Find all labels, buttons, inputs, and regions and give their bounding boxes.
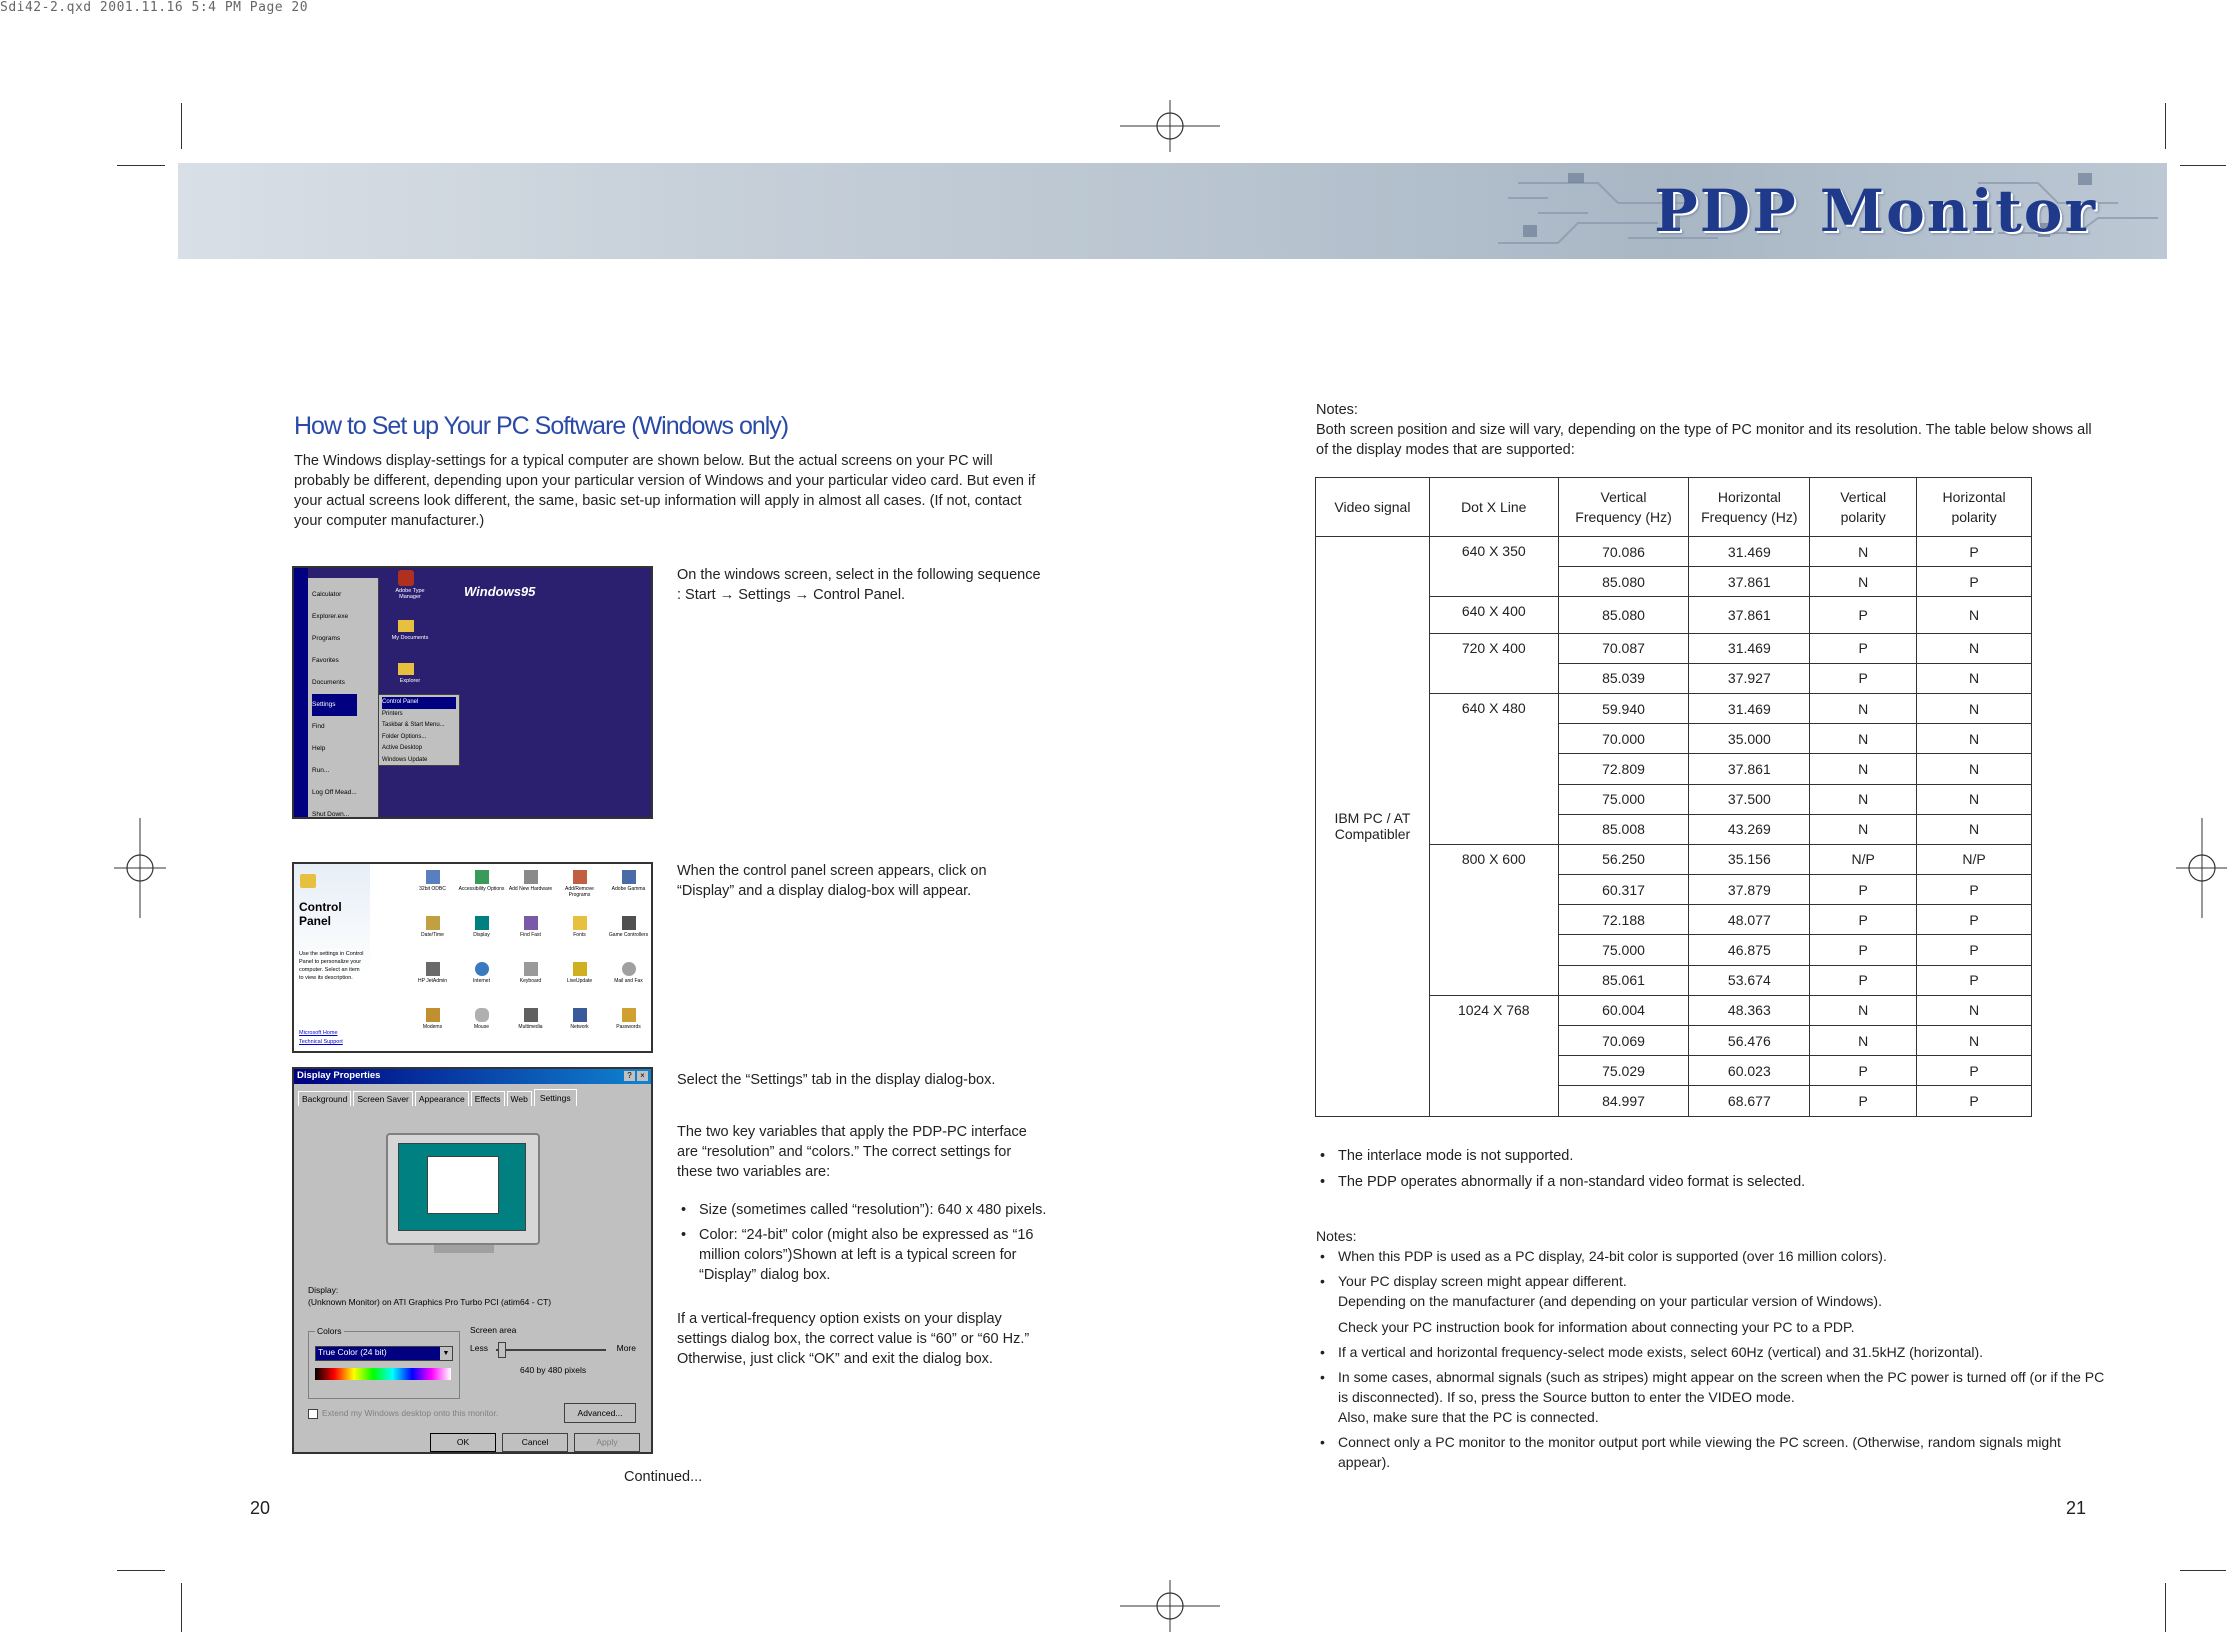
cp-item[interactable]: Add/Remove Programs <box>555 866 604 912</box>
menu-item[interactable]: Find <box>312 723 325 730</box>
cp-item[interactable]: Passwords <box>604 1004 653 1050</box>
table-cell: N <box>1917 663 2032 693</box>
table-cell: P <box>1917 1056 2032 1086</box>
dot-line-cell: 640 X 400 <box>1429 597 1558 633</box>
page-number-right: 21 <box>2066 1498 2087 1518</box>
table-cell: P <box>1810 1086 1917 1116</box>
screen-area-group <box>470 1325 640 1397</box>
dot-line-cell: 640 X 350 <box>1429 537 1558 597</box>
registration-mark-icon <box>1120 1580 1220 1632</box>
table-cell: 70.069 <box>1558 1026 1689 1056</box>
mini-window <box>427 1156 499 1214</box>
section-heading: How to Set up Your PC Software (Windows only) <box>294 412 789 440</box>
cp-item[interactable]: Find Fast <box>506 912 555 958</box>
mouse-icon <box>475 1008 489 1022</box>
note-item: • Your PC display screen might appear different. Depending on the manufacturer (and depending on your particular version of Windows). Check your PC instruction book for information about connecting your PC to a PDP. <box>1316 1271 2116 1337</box>
table-cell: P <box>1810 1056 1917 1086</box>
table-cell: 70.000 <box>1558 724 1689 754</box>
table-cell: 53.674 <box>1689 965 1810 995</box>
apply-button[interactable]: Apply <box>574 1433 640 1452</box>
table-cell: 72.188 <box>1558 905 1689 935</box>
table-cell: N <box>1810 537 1917 567</box>
table-cell: 75.029 <box>1558 1056 1689 1086</box>
table-cell: 60.004 <box>1558 995 1689 1025</box>
fonts-icon <box>573 916 587 930</box>
table-cell: P <box>1917 537 2032 567</box>
col-header: Vertical Frequency (Hz) <box>1558 478 1689 537</box>
tab-screen-saver[interactable]: Screen Saver <box>353 1091 413 1106</box>
colors-select[interactable]: True Color (24 bit) ▼ <box>315 1346 453 1361</box>
note-item: • When this PDP is used as a PC display, 24-bit color is supported (over 16 million colors). <box>1316 1246 2116 1266</box>
menu-item[interactable]: Programs <box>312 635 341 642</box>
table-cell: 85.061 <box>1558 965 1689 995</box>
settings-submenu <box>378 694 460 766</box>
odbc-icon <box>426 870 440 884</box>
cp-item[interactable]: 32bit ODBC <box>408 866 457 912</box>
explorer-icon <box>398 663 414 675</box>
header-banner <box>178 163 2167 259</box>
monitor-stand <box>434 1245 494 1253</box>
table-cell: 35.156 <box>1689 844 1810 874</box>
table-cell: 48.363 <box>1689 995 1810 1025</box>
banner-title: PDP Monitor <box>1654 177 2097 245</box>
windows-start-menu-screenshot <box>292 566 653 819</box>
note-item: • If a vertical and horizontal frequency-select mode exists, select 60Hz (vertical) and 31.5kHZ (horizontal). <box>1316 1342 2116 1362</box>
submenu-item[interactable]: Control Panel <box>382 697 456 709</box>
step3c-text: If a vertical-frequency option exists on your display settings dialog box, the correct value is “60” or “60 Hz.” Otherwise, just click “OK” and exit the dialog box. <box>677 1311 1030 1367</box>
notes2-label: Notes: <box>1316 1228 1357 1244</box>
menu-item[interactable]: Calculator <box>312 591 342 598</box>
bullets-block-1 <box>1316 1146 2096 1197</box>
cp-item[interactable]: Adobe Gamma <box>604 866 653 912</box>
menu-item[interactable]: Favorites <box>312 657 339 664</box>
table-cell: P <box>1810 597 1917 633</box>
note-item: • In some cases, abnormal signals (such as stripes) might appear on the screen when the PC power is turned off (or if the PC is disconnected). If so, press the Source button to enter the VIDEO mode. Also, make sure that the PC is connected. <box>1316 1367 2116 1427</box>
col-header: Horizontal Frequency (Hz) <box>1689 478 1810 537</box>
table-cell: N <box>1917 724 2032 754</box>
table-cell: 37.927 <box>1689 663 1810 693</box>
hardware-icon <box>524 870 538 884</box>
note-item: • Connect only a PC monitor to the monitor output port while viewing the PC screen. (Otherwise, random signals might appear). <box>1316 1432 2116 1472</box>
chevron-down-icon: ▼ <box>440 1347 452 1360</box>
slider-thumb[interactable] <box>498 1342 506 1358</box>
table-cell: N <box>1917 784 2032 814</box>
tab-appearance[interactable]: Appearance <box>415 1091 469 1106</box>
table-cell: N <box>1917 693 2032 723</box>
table-cell: N <box>1917 995 2032 1025</box>
table-cell: P <box>1810 663 1917 693</box>
file-slug: Sdi42-2.qxd 2001.11.16 5:4 PM Page 20 <box>0 0 309 15</box>
table-cell: 37.861 <box>1689 597 1810 633</box>
tab-settings[interactable]: Settings <box>534 1089 577 1106</box>
table-cell: 37.500 <box>1689 784 1810 814</box>
table-cell: N <box>1810 1026 1917 1056</box>
cp-item[interactable]: Display <box>457 912 506 958</box>
liveupdate-icon <box>573 962 587 976</box>
find-fast-icon <box>524 916 538 930</box>
menu-item[interactable]: Log Off Mead... <box>312 789 357 796</box>
table-cell: N <box>1810 724 1917 754</box>
keyboard-icon <box>524 962 538 976</box>
table-cell: N <box>1917 633 2032 663</box>
desktop-icon-label: Adobe Type Manager <box>395 588 425 600</box>
printer-icon <box>426 962 440 976</box>
cp-item[interactable]: Keyboard <box>506 958 555 1004</box>
mail-icon <box>622 962 636 976</box>
dot-line-cell: 640 X 480 <box>1429 693 1558 844</box>
col-header: Horizontal polarity <box>1917 478 2032 537</box>
table-cell: N/P <box>1917 844 2032 874</box>
table-cell: 85.008 <box>1558 814 1689 844</box>
modem-icon <box>426 1008 440 1022</box>
tab-effects[interactable]: Effects <box>471 1091 505 1106</box>
col-header: Dot X Line <box>1429 478 1558 537</box>
table-cell: 85.080 <box>1558 597 1689 633</box>
internet-icon <box>475 962 489 976</box>
screen-area-label: Screen area <box>470 1325 517 1335</box>
close-icon[interactable]: × <box>637 1071 648 1081</box>
table-cell: 48.077 <box>1689 905 1810 935</box>
page-number-left: 20 <box>250 1498 271 1518</box>
table-cell: 31.469 <box>1689 537 1810 567</box>
menu-item[interactable]: Documents <box>312 679 345 686</box>
more-label: More <box>616 1343 636 1353</box>
submenu-item[interactable]: Taskbar & Start Menu... <box>382 722 445 728</box>
table-cell: N/P <box>1810 844 1917 874</box>
notes-label: Notes: <box>1316 402 1358 418</box>
crop-mark <box>181 1583 182 1632</box>
table-cell: N <box>1810 693 1917 723</box>
resolution-slider[interactable] <box>496 1349 606 1351</box>
adobe-icon <box>398 570 414 586</box>
advanced-button[interactable]: Advanced... <box>564 1403 636 1423</box>
table-cell: 70.087 <box>1558 633 1689 663</box>
step3a-text: Select the “Settings” tab in the display dialog-box. <box>677 1072 996 1088</box>
table-cell: 46.875 <box>1689 935 1810 965</box>
submenu-item[interactable]: Printers <box>382 710 403 717</box>
table-cell: 37.861 <box>1689 567 1810 597</box>
display-icon <box>475 916 489 930</box>
less-label: Less <box>470 1343 488 1353</box>
cp-item[interactable]: Accessibility Options <box>457 866 506 912</box>
desktop-icon-label: My Documents <box>391 635 429 641</box>
control-panel-folder-icon <box>300 874 316 888</box>
table-cell: 85.039 <box>1558 663 1689 693</box>
intro-paragraph: The Windows display-settings for a typical computer are shown below. But the actual screens on your PC will probably be different, depending upon your particular version of Windows and your particular video card. But even if your actual screens look different, the same, basic set-up information will apply in almost all cases. (If not, contact your computer manufacturer.) <box>294 453 1036 529</box>
notes-text: Both screen position and size will vary, depending on the type of PC monitor and its resolution. The table below shows all of the display modes that are supported: <box>1316 422 2092 458</box>
bullet-item: • The interlace mode is not supported. <box>1316 1146 2096 1166</box>
display-modes-table <box>1315 477 2032 1117</box>
col-header: Vertical polarity <box>1810 478 1917 537</box>
table-cell: P <box>1810 633 1917 663</box>
folder-icon <box>398 620 414 632</box>
monitor-screen <box>398 1143 526 1231</box>
step3-text <box>677 1070 1049 1389</box>
tab-background[interactable]: Background <box>298 1091 351 1106</box>
table-header-row <box>1316 478 2032 537</box>
crop-mark <box>117 165 165 166</box>
menu-item[interactable]: Settings <box>312 694 357 716</box>
clock-icon <box>426 916 440 930</box>
menu-item[interactable]: Shut Down... <box>312 811 350 818</box>
table-cell: P <box>1917 1086 2032 1116</box>
dot-line-cell: 720 X 400 <box>1429 633 1558 693</box>
table-cell: N <box>1917 597 2032 633</box>
cp-item[interactable]: Date/Time <box>408 912 457 958</box>
table-cell: P <box>1810 905 1917 935</box>
table-cell: N <box>1917 754 2032 784</box>
table-cell: N <box>1917 1026 2032 1056</box>
cp-item[interactable]: Internet <box>457 958 506 1004</box>
crop-mark <box>2165 103 2166 149</box>
table-cell: 72.809 <box>1558 754 1689 784</box>
table-cell: N <box>1917 814 2032 844</box>
start-menu-sidebar <box>294 568 308 817</box>
table-cell: N <box>1810 814 1917 844</box>
step2-text: When the control panel screen appears, click on “Display” and a display dialog-box will appear. <box>677 863 987 899</box>
tech-support-link[interactable]: Technical Support <box>299 1039 343 1045</box>
table-cell: 31.469 <box>1689 633 1810 663</box>
table-cell: 75.000 <box>1558 935 1689 965</box>
table-cell: 56.476 <box>1689 1026 1810 1056</box>
crop-mark <box>117 1570 165 1571</box>
cp-item[interactable]: LiveUpdate <box>555 958 604 1004</box>
table-cell: 59.940 <box>1558 693 1689 723</box>
extend-label: Extend my Windows desktop onto this monitor. <box>322 1408 499 1418</box>
crop-mark <box>181 103 182 149</box>
table-cell: 60.023 <box>1689 1056 1810 1086</box>
tab-web[interactable]: Web <box>507 1091 532 1106</box>
menu-item[interactable]: Explorer.exe <box>312 613 349 620</box>
crop-mark <box>2165 1583 2166 1632</box>
table-cell: P <box>1810 875 1917 905</box>
menu-item[interactable]: Help <box>312 745 326 752</box>
table-cell: P <box>1917 935 2032 965</box>
table-cell: P <box>1810 935 1917 965</box>
cancel-button[interactable]: Cancel <box>502 1433 568 1452</box>
dot-line-cell: 800 X 600 <box>1429 844 1558 995</box>
step3b-text: The two key variables that apply the PDP-PC interface are “resolution” and “colors.” The correct settings for these two variables are: <box>677 1124 1027 1180</box>
tab-strip <box>298 1091 577 1106</box>
table-cell: 37.879 <box>1689 875 1810 905</box>
table-row <box>1316 537 2032 567</box>
col-header: Video signal <box>1316 478 1430 537</box>
desktop-icon-label: Explorer <box>399 678 421 684</box>
crop-mark <box>2180 1570 2226 1571</box>
cp-item[interactable]: Mouse <box>457 1004 506 1050</box>
cp-item[interactable]: Add New Hardware <box>506 866 555 912</box>
settings-bullets <box>677 1200 1049 1285</box>
table-cell: 31.469 <box>1689 693 1810 723</box>
display-label: Display: <box>308 1285 339 1295</box>
help-button[interactable]: ? <box>624 1071 635 1081</box>
adobe-gamma-icon <box>622 870 636 884</box>
cp-item[interactable]: Mail and Fax <box>604 958 653 1004</box>
bullet-item: • The PDP operates abnormally if a non-standard video format is selected. <box>1316 1172 2096 1192</box>
submenu-item[interactable]: Folder Options... <box>382 733 427 740</box>
bullet-size: • Size (sometimes called “resolution”): 640 x 480 pixels. <box>677 1200 1049 1220</box>
table-cell: 60.317 <box>1558 875 1689 905</box>
colors-label: Colors <box>317 1326 342 1336</box>
cp-item[interactable]: Modems <box>408 1004 457 1050</box>
extend-checkbox[interactable] <box>308 1409 318 1419</box>
registration-mark-icon <box>1120 100 1220 152</box>
joystick-icon <box>622 916 636 930</box>
colors-group <box>308 1326 460 1399</box>
table-cell: 85.080 <box>1558 567 1689 597</box>
table-cell: 68.677 <box>1689 1086 1810 1116</box>
submenu-item[interactable]: Windows Update <box>382 756 428 763</box>
table-cell: P <box>1810 965 1917 995</box>
display-properties-screenshot <box>292 1067 653 1454</box>
table-cell: 43.269 <box>1689 814 1810 844</box>
bullet-color: • Color: “24-bit” color (might also be expressed as “16 million colors”)Shown at left is a typical screen for “Display” dialog box. <box>677 1225 1049 1285</box>
table-cell: N <box>1810 567 1917 597</box>
dialog-title: Display Properties <box>297 1070 381 1081</box>
cp-item[interactable]: HP JetAdmin <box>408 958 457 1004</box>
continued-label: Continued... <box>624 1469 703 1485</box>
menu-item[interactable]: Run... <box>312 767 330 774</box>
windows95-logo: Windows95 <box>464 584 536 599</box>
accessibility-icon <box>475 870 489 884</box>
monitor-preview <box>386 1133 540 1245</box>
table-cell: 56.250 <box>1558 844 1689 874</box>
display-value: (Unknown Monitor) on ATI Graphics Pro Turbo PCI (atim64 - CT) <box>308 1297 552 1307</box>
multimedia-icon <box>524 1008 538 1022</box>
registration-mark-icon <box>2176 818 2227 918</box>
ok-button[interactable]: OK <box>430 1433 496 1452</box>
table-cell: P <box>1917 567 2032 597</box>
start-menu <box>308 578 379 817</box>
table-cell: 70.086 <box>1558 537 1689 567</box>
table-cell: P <box>1917 875 2032 905</box>
table-cell: P <box>1917 965 2032 995</box>
crop-mark <box>2180 165 2226 166</box>
start-menu-items <box>312 584 357 819</box>
ms-home-link[interactable]: Microsoft Home <box>299 1030 338 1036</box>
table-cell: 35.000 <box>1689 724 1810 754</box>
control-panel-icon-grid <box>408 866 653 1051</box>
table-cell: N <box>1810 784 1917 814</box>
table-cell: P <box>1917 905 2032 935</box>
key-icon <box>622 1008 636 1022</box>
network-icon <box>573 1008 587 1022</box>
notes2-block <box>1316 1226 2116 1477</box>
table-cell: 84.997 <box>1558 1086 1689 1116</box>
cp-item[interactable]: Multimedia <box>506 1004 555 1050</box>
table-cell: 75.000 <box>1558 784 1689 814</box>
registration-mark-icon <box>114 818 166 918</box>
video-signal-cell: IBM PC / AT Compatibler <box>1316 537 1430 1117</box>
interlace-bullets <box>1316 1146 2096 1192</box>
notes2-list <box>1316 1246 2116 1472</box>
color-spectrum-bar <box>315 1368 451 1380</box>
table-cell: 37.861 <box>1689 754 1810 784</box>
table-cell: N <box>1810 754 1917 784</box>
step1-text: On the windows screen, select in the following sequence : Start → Settings → Control Panel. <box>677 567 1041 603</box>
submenu-item[interactable]: Active Desktop <box>382 745 423 751</box>
programs-icon <box>573 870 587 884</box>
cp-item[interactable]: Fonts <box>555 912 604 958</box>
dialog-titlebar <box>294 1069 651 1084</box>
control-panel-screenshot <box>292 862 653 1053</box>
cp-item[interactable]: Network <box>555 1004 604 1050</box>
control-panel-desc: Use the settings in Control Panel to personalize your computer. Select an item to view its description. <box>299 951 364 981</box>
dot-line-cell: 1024 X 768 <box>1429 995 1558 1116</box>
table-cell: N <box>1810 995 1917 1025</box>
notes-block <box>1316 400 2092 460</box>
screen-area-value: 640 by 480 pixels <box>520 1365 587 1375</box>
cp-item[interactable]: Game Controllers <box>604 912 653 958</box>
control-panel-title: Control Panel <box>299 900 342 928</box>
